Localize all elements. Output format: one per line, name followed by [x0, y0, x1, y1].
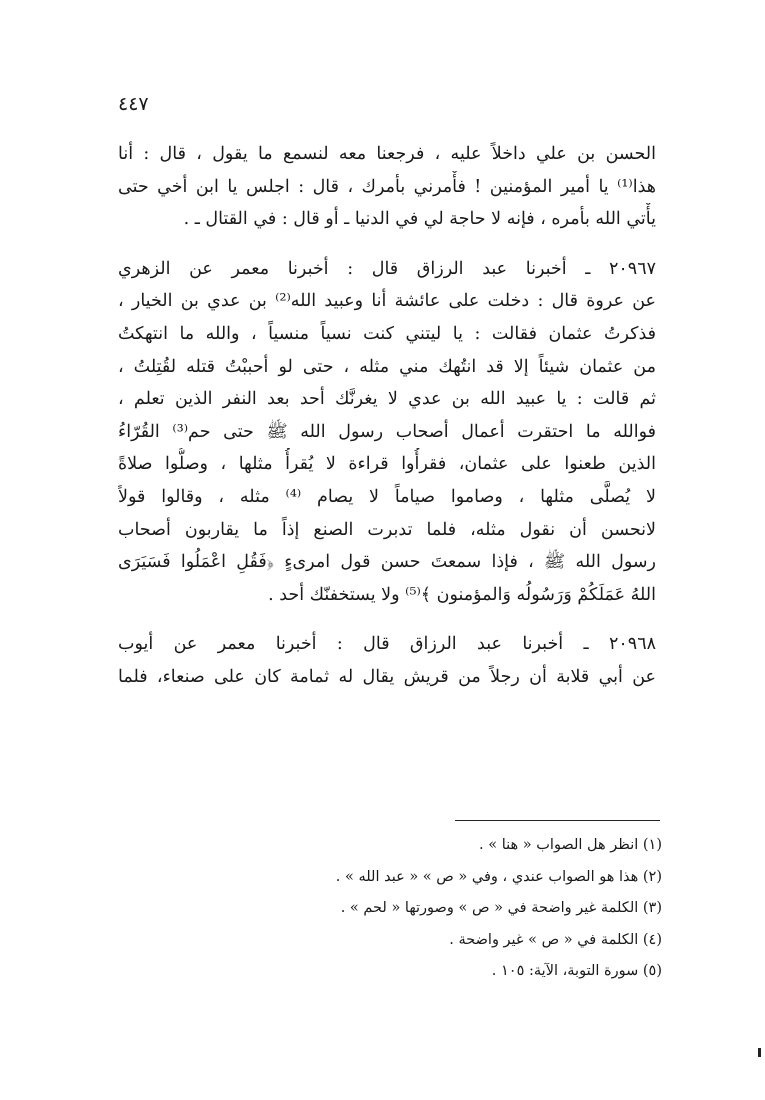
footnote-3: (٣) الكلمة غير واضحة في « ص » وصورتها « لحم » .	[340, 900, 662, 916]
footnote-1: (١) انظر هل الصواب « هنا » .	[479, 837, 662, 853]
text-line: عن عروة قال : دخلت على عائشة أنا وعبيد الله⁽²⁾ بن عدي بن الخيار ،	[118, 291, 656, 312]
text-line: هذا⁽¹⁾ يا أمير المؤمنين ! فأْمرني بأمرك ، قال : اجلس يا ابن أخي حتى	[118, 176, 656, 197]
footnote-4: (٤) الكلمة في « ص » غير واضحة .	[449, 931, 662, 948]
text-line: ٢٠٩٦٨ ـ أخبرنا عبد الرزاق قال : أخبرنا معمر عن أيوب	[118, 634, 656, 655]
scan-edge-mark	[758, 1048, 761, 1057]
text-line: فذكرتُ عثمان فقالت : يا ليتني كنت نسياً منسياً ، والله ما انتهكتُ	[118, 323, 656, 344]
text-line: ٢٠٩٦٧ ـ أخبرنا عبد الرزاق قال : أخبرنا معمر عن الزهري	[118, 258, 656, 279]
text-line: ثم قالت : يا عبيد الله بن عدي لا يغرنَّك أحد بعد النفر الذين تعلم ،	[118, 389, 656, 410]
text-line: اللهُ عَمَلَكُمْ وَرَسُولُه وَالمؤمنون ﴾⁽⁵⁾ ولا يستخفنّك أحد .	[268, 584, 656, 605]
text-line: الذين طعنوا على عثمان، فقرأُوا قراءة لا يُقرأُ مثلها ، وصلُّوا صلاةً	[118, 454, 656, 475]
main-text	[118, 138, 656, 694]
paragraph-1	[118, 138, 656, 236]
text-line: الحسن بن علي داخلاً عليه ، فرجعنا معه لنسمع ما يقول ، قال : أنا	[118, 144, 656, 164]
hadith-20968	[118, 628, 656, 693]
text-line: من عثمان شيئاً إلا قد انتُهك مني مثله ، حتى لو أحببْتُ قتله لقُتِلتُ ،	[118, 356, 656, 377]
hadith-20967	[118, 253, 656, 612]
text-line: لانحسن أن نقول مثله، فلما تدبرت الصنع إذاً ما يقاربون أصحاب	[118, 519, 656, 540]
text-line: فوالله ما احتقرت أعمال أصحاب رسول الله ﷺ حتى حم⁽³⁾ القُرّاءُ	[118, 421, 656, 442]
footnote-5: (٥) سورة التوبة، الآية: ١٠٥ .	[491, 963, 662, 979]
page-number: ٤٤٧	[118, 93, 149, 115]
footnote-2: (٢) هذا هو الصواب عندي ، وفي « ص » « عبد الله » .	[335, 868, 662, 885]
footnote-divider	[455, 820, 660, 821]
text-line: لا يُصلَّى مثلها ، وصاموا صياماً لا يصام ⁽⁴⁾ مثله ، وقالوا قولاً	[118, 486, 656, 507]
text-line: يأْتي الله بأمره ، فإنه لا حاجة لي في الدنيا ـ أو قال : في القتال ـ .	[183, 209, 656, 230]
footnotes	[200, 830, 662, 988]
text-line: رسول الله ﷺ ، فإذا سمعتَ حسن قول امرىءٍ ﴿فَقُلِ اعْمَلُوا فَسَيَرَى	[118, 552, 656, 573]
text-line: عن أبي قلابة أن رجلاً من قريش يقال له ثمامة كان على صنعاء، فلما	[118, 666, 656, 687]
